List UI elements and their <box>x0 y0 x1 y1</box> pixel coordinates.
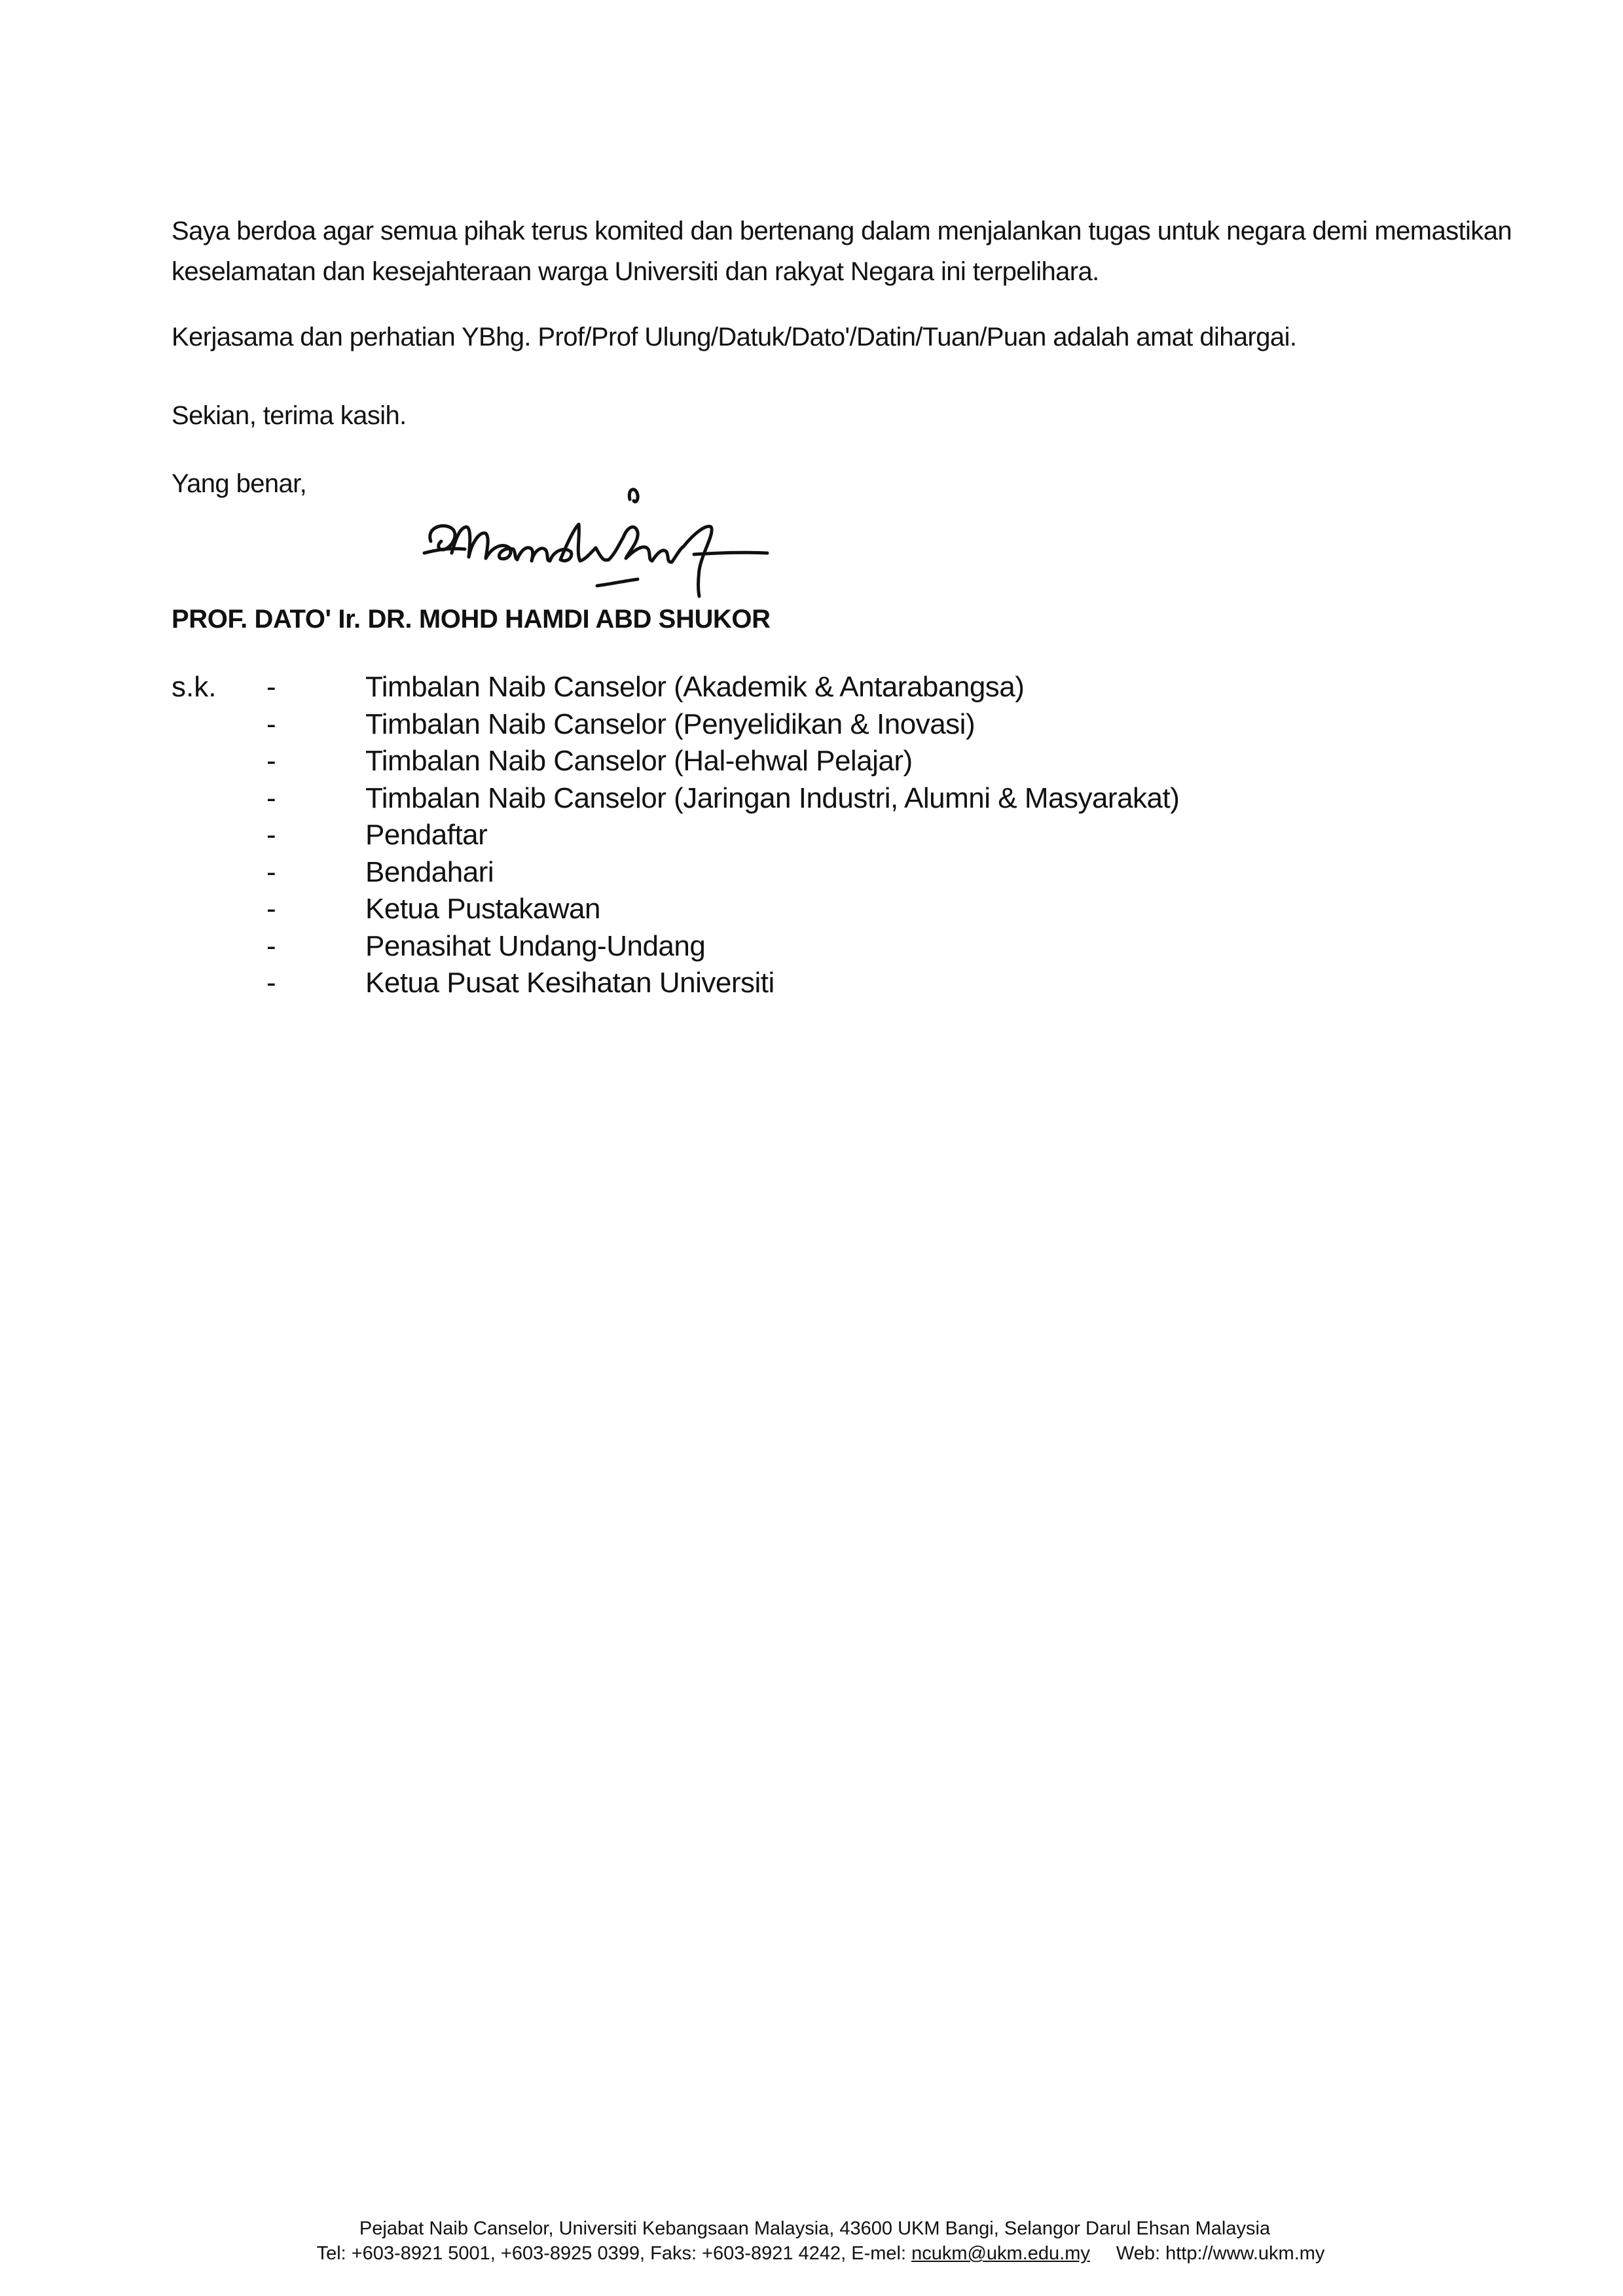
footer-contact <box>0 2241 1623 2266</box>
paragraph-thanks: Sekian, terima kasih. <box>172 401 407 430</box>
list-dash: - <box>266 893 276 925</box>
list-dash: - <box>266 819 276 851</box>
list-dash: - <box>266 781 276 814</box>
cc-recipient: Pendaftar <box>365 819 488 851</box>
list-dash: - <box>266 671 276 703</box>
list-dash: - <box>266 929 276 962</box>
closing-salutation: Yang benar, <box>172 469 307 498</box>
signature-image <box>419 481 773 599</box>
web-link[interactable]: Web: http://www.ukm.my <box>1116 2243 1325 2264</box>
list-dash: - <box>266 855 276 888</box>
email-link[interactable]: ncukm@ukm.edu.my <box>911 2243 1090 2264</box>
list-dash: - <box>266 745 276 777</box>
paragraph-line: keselamatan dan kesejahteraan warga Universiti dan rakyat Negara ini terpelihara. <box>172 257 1099 286</box>
list-dash: - <box>266 708 276 740</box>
cc-recipient: Timbalan Naib Canselor (Hal-ehwal Pelajar) <box>365 745 913 777</box>
paragraph-appreciation: Kerjasama dan perhatian YBhg. Prof/Prof Ulung/Datuk/Dato'/Datin/Tuan/Puan adalah amat dihargai. <box>172 323 1297 351</box>
cc-recipient: Ketua Pustakawan <box>365 893 600 925</box>
cc-recipient: Timbalan Naib Canselor (Jaringan Industri, Alumni & Masyarakat) <box>365 781 1180 814</box>
paragraph-closing-prayer <box>172 211 1512 292</box>
cc-recipient: Bendahari <box>365 855 494 888</box>
footer-address: Pejabat Naib Canselor, Universiti Kebangsaan Malaysia, 43600 UKM Bangi, Selangor Darul Ehsan Malaysia <box>359 2218 1271 2239</box>
cc-label: s.k. <box>172 671 217 703</box>
cc-recipient: Timbalan Naib Canselor (Penyelidikan & Inovasi) <box>365 708 976 740</box>
cc-recipient: Timbalan Naib Canselor (Akademik & Antarabangsa) <box>365 671 1025 703</box>
footer-contact-text: Tel: +603-8921 5001, +603-8925 0399, Faks: +603-8921 4242, E-mel: <box>316 2243 912 2264</box>
cc-recipient: Penasihat Undang-Undang <box>365 929 706 962</box>
list-dash: - <box>266 967 276 999</box>
paragraph-line: Saya berdoa agar semua pihak terus komited dan bertenang dalam menjalankan tugas untuk negara demi memastikan <box>172 217 1512 245</box>
cc-recipient: Ketua Pusat Kesihatan Universiti <box>365 967 775 999</box>
signer-name: PROF. DATO' Ir. DR. MOHD HAMDI ABD SHUKOR <box>172 605 771 634</box>
